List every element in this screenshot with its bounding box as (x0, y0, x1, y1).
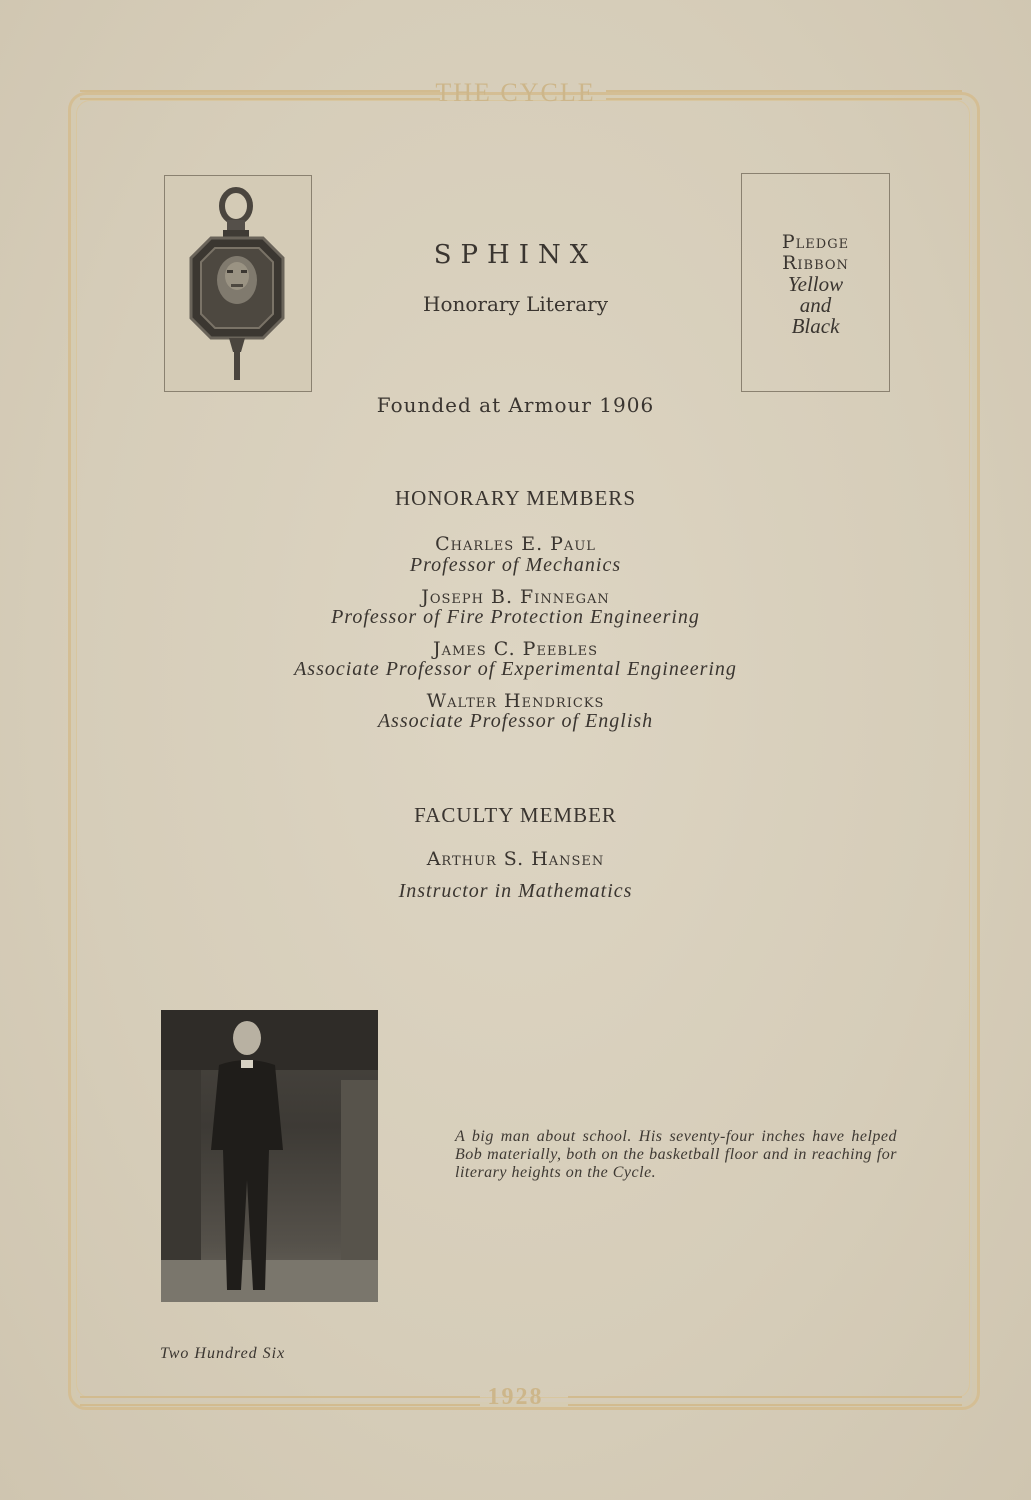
member-title: Associate Professor of Experimental Engineering (294, 658, 737, 680)
ribbon-color-black: Black (791, 314, 840, 338)
organization-type: Honorary Literary (423, 292, 608, 316)
member-name: James C. Peebles (432, 638, 599, 660)
member-name: Charles E. Paul (435, 533, 596, 555)
member-name: Joseph B. Finnegan (421, 586, 610, 608)
key-emblem-box (164, 175, 312, 392)
faculty-member-heading: FACULTY MEMBER (414, 803, 617, 827)
founded-line: Founded at Armour 1906 (376, 393, 655, 417)
sphinx-key-icon (165, 176, 311, 391)
ribbon-color-and: and (799, 293, 832, 317)
member-title: Instructor in Mathematics (398, 880, 633, 902)
member-title: Associate Professor of English (377, 710, 654, 732)
member-title: Professor of Fire Protection Engineering (331, 606, 700, 628)
honorary-members-heading: HONORARY MEMBERS (394, 486, 636, 510)
ribbon-label-ribbon: Ribbon (782, 252, 849, 274)
ribbon-label-pledge: Pledge (781, 231, 850, 253)
member-title: Professor of Mechanics (409, 554, 622, 576)
organization-name: SPHINX (433, 240, 598, 270)
pledge-ribbon-box (741, 173, 890, 392)
running-title: THE CYCLE (435, 78, 596, 107)
photo-figure (161, 1010, 378, 1302)
photo-caption: A big man about school. His seventy-four inches have helped Bob materially, both on the basketball floor and in reaching for literary heights on the Cycle. (455, 1128, 897, 1181)
footer-year: 1928 (487, 1384, 544, 1410)
member-name: Walter Hendricks (426, 690, 605, 712)
member-name: Arthur S. Hansen (426, 848, 605, 870)
member-photograph (161, 1010, 378, 1302)
ribbon-color-yellow: Yellow (787, 272, 844, 296)
page-number: Two Hundred Six (160, 1345, 286, 1362)
